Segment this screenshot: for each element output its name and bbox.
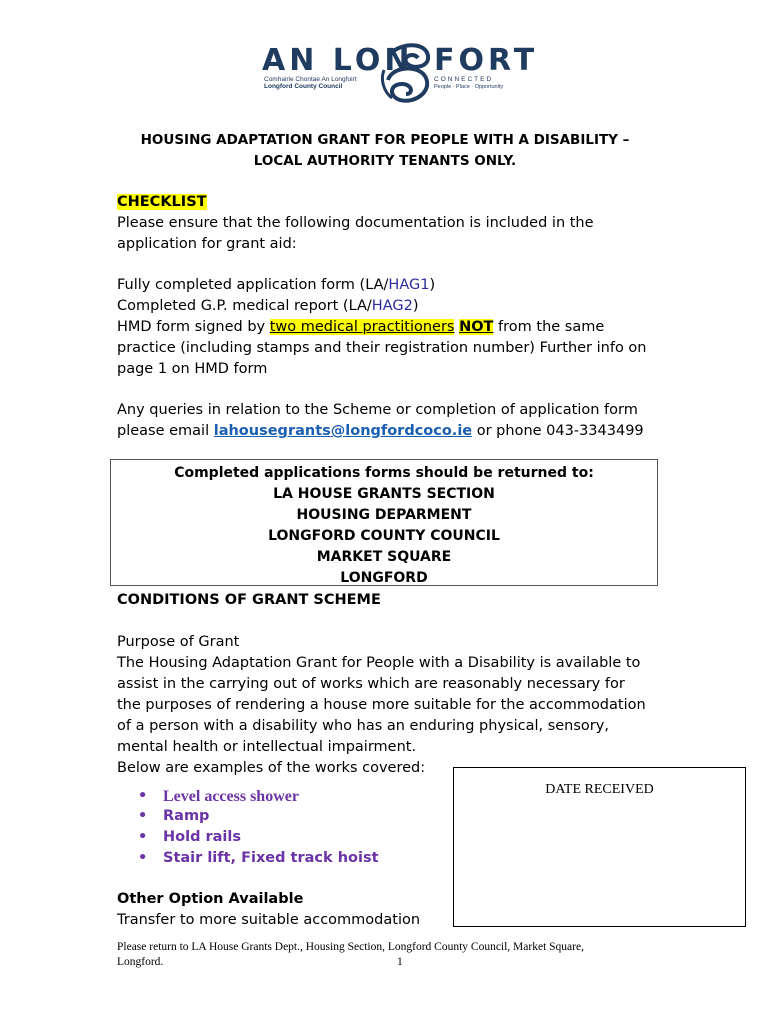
purpose-text-line: Below are examples of the works covered: — [117, 760, 426, 776]
purpose-text-line: mental health or intellectual impairment. — [117, 739, 417, 755]
logo-connected: CONNECTED — [434, 76, 494, 83]
logo-english-name: Longford County Council — [264, 83, 343, 90]
return-box-line: MARKET SQUARE — [316, 549, 452, 565]
page-footer — [117, 940, 657, 970]
checklist-item-medical-report: Completed G.P. medical report (LA/HAG2) — [117, 298, 419, 314]
purpose-heading: Purpose of Grant — [117, 634, 240, 650]
return-box-line: LONGFORD COUNTY COUNCIL — [268, 528, 500, 544]
checklist-heading: CHECKLIST — [117, 194, 207, 210]
logo-word-left: AN LON — [262, 43, 414, 78]
return-box-line: HOUSING DEPARMENT — [296, 507, 472, 523]
date-received-box — [453, 767, 746, 927]
page-number: 1 — [397, 956, 403, 968]
purpose-text-line: The Housing Adaptation Grant for People with a Disability is available to — [117, 655, 641, 671]
return-box-heading: Completed applications forms should be returned to: — [174, 465, 594, 481]
other-option-text: Transfer to more suitable accommodation — [117, 912, 421, 928]
checklist-item-hmd-line-3: page 1 on HMD form — [117, 361, 268, 377]
spiral-logo-icon — [380, 40, 436, 108]
checklist-item-application-form: Fully completed application form (LA/HAG1) — [117, 277, 436, 293]
bullet-icon: • — [138, 808, 148, 824]
queries-line-1: Any queries in relation to the Scheme or completion of application form — [117, 402, 638, 418]
checklist-intro-line-2: application for grant aid: — [117, 236, 297, 252]
conditions-heading: CONDITIONS OF GRANT SCHEME — [117, 592, 381, 608]
page-title-line-2: LOCAL AUTHORITY TENANTS ONLY. — [253, 153, 517, 169]
purpose-text-line: of a person with a disability who has an enduring physical, sensory, — [117, 718, 609, 734]
bullet-icon: • — [138, 829, 148, 845]
page-title-line-1: HOUSING ADAPTATION GRANT FOR PEOPLE WITH A DISABILITY – — [140, 132, 630, 148]
footer-line-2: Longford. 1 — [117, 956, 403, 968]
checklist-item-hmd-line-2: practice (including stamps and their registration number) Further info on — [117, 340, 647, 356]
queries-line-2: please email lahousegrants@longfordcoco.ie or phone 043-3343499 — [117, 423, 644, 439]
council-logo — [262, 40, 539, 110]
logo-word-right: FORT — [434, 43, 539, 78]
return-box-line: LONGFORD — [340, 570, 428, 586]
logo-irish-name: Comhairle Chontae An Longfoirt — [264, 76, 357, 83]
logo-tagline: People · Place · Opportunity — [434, 84, 504, 90]
footer-line-1: Please return to LA House Grants Dept., Housing Section, Longford County Council, Market Square, — [117, 941, 584, 953]
return-box-line: LA HOUSE GRANTS SECTION — [273, 486, 495, 502]
other-option-heading: Other Option Available — [117, 891, 304, 907]
date-received-label: DATE RECEIVED — [545, 782, 654, 797]
purpose-text-line: the purposes of rendering a house more suitable for the accommodation — [117, 697, 646, 713]
checklist-intro-line-1: Please ensure that the following documentation is included in the — [117, 215, 594, 231]
purpose-text-line: assist in the carrying out of works which are reasonably necessary for — [117, 676, 625, 692]
return-address-box — [110, 459, 658, 586]
bullet-icon: • — [138, 788, 148, 804]
email-link[interactable]: lahousegrants@longfordcoco.ie — [213, 423, 473, 439]
bullet-icon: • — [138, 850, 148, 866]
checklist-item-hmd-form: HMD form signed by two medical practitioners NOT from the same — [117, 319, 605, 335]
